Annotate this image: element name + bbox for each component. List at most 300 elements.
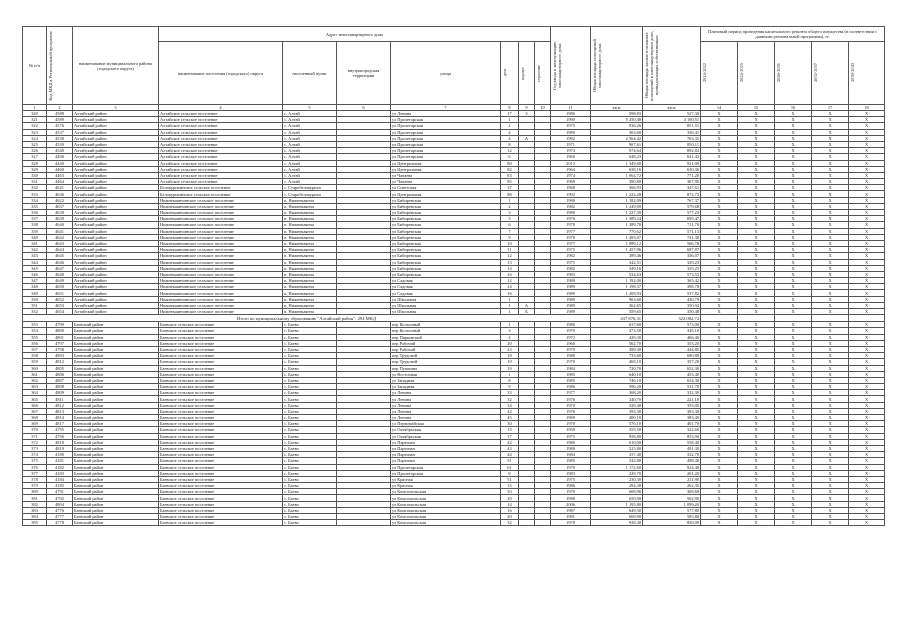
cell-year: 1969 [551,415,591,421]
cell-period-mark: X [849,166,885,172]
cell-street: ул Партизан [391,439,501,445]
cell-house-number: 19 [501,359,519,365]
cell-house-number: 20 [501,495,519,501]
cell-area-owned: 652,30 [643,365,701,371]
cell-house-number: 16 [501,290,519,296]
cell-year: 1978 [551,222,591,228]
cell-house-number: 19 [501,365,519,371]
cell-row-number: 323 [23,129,47,135]
cell-house-number: 17 [501,111,519,117]
cell-period-mark: X [775,402,812,408]
cell-settlement: Нижнекаянчинское сельское поселение [159,222,283,228]
cell-street: ул Восточная [391,371,501,377]
cell-settlement: Нижнекаянчинское сельское поселение [159,271,283,277]
cell-district: Алтайский район [73,197,159,203]
cell-area-total: 596,20 [591,384,643,390]
cell-row-number: 362 [23,377,47,383]
cell-area-owned: 383,40 [643,415,701,421]
cell-house-id: 4652 [47,296,73,302]
cell-area-owned: 329,23 [643,259,701,265]
cell-street: ул Партизан [391,445,501,451]
cell-period-mark: X [812,290,849,296]
cell-area-total: 349,16 [591,265,643,271]
cell-inner-territory [337,520,391,526]
cell-period-mark: X [775,240,812,246]
cell-area-total: 229,70 [591,470,643,476]
cell-area-owned: 201,20 [643,470,701,476]
cell-period-mark: X [738,309,775,315]
cell-period-mark: X [849,507,885,513]
cell-area-owned: 699,47 [643,216,701,222]
cell-settlement: Алтайское сельское поселение [159,111,283,117]
cell-area-owned: 461,70 [643,421,701,427]
cell-district: Алтайский район [73,296,159,302]
cell-period-mark: X [701,179,738,185]
col-settlement: наименование поселения (городского) округа [159,42,283,105]
cell-period-mark: X [849,452,885,458]
cell-row-number: 382 [23,501,47,507]
cell-district: Баевский район [73,421,159,427]
cell-settlement: Алтайское сельское поселение [159,129,283,135]
cell-locality: с. Баево [283,402,337,408]
cell-period-mark: X [701,228,738,234]
cell-row-number: 351 [23,302,47,308]
cell-row-number: 378 [23,476,47,482]
cell-period-mark: X [701,166,738,172]
cell-area-total: 1 182,09 [591,197,643,203]
cell-year: 2013 [551,160,591,166]
cell-area-total: 469,10 [591,359,643,365]
cell-period-mark: X [775,396,812,402]
cell-period-mark: X [775,271,812,277]
cell-area-owned: 853,90 [643,433,701,439]
cell-period-mark: X [701,470,738,476]
cell-area-total: 720,70 [591,365,643,371]
cell-area-owned: 1 099,20 [643,501,701,507]
cell-row-number: 364 [23,390,47,396]
cell-period-mark: X [849,377,885,383]
cell-district: Баевский район [73,439,159,445]
cell-row-number: 349 [23,290,47,296]
cell-period-mark: X [701,340,738,346]
cell-area-owned: 353,20 [643,340,701,346]
cell-district: Алтайский район [73,284,159,290]
cell-district: Алтайский район [73,302,159,308]
cell-korpus: А [519,302,535,308]
cell-house-id: 4809 [47,390,73,396]
cell-house-number: 8 [501,141,519,147]
cell-row-number: 363 [23,384,47,390]
cell-year: 1986 [551,384,591,390]
cell-year: 1978 [551,234,591,240]
cell-year: 1986 [551,483,591,489]
cell-area-owned: 771,20 [643,172,701,178]
cell-year: 1980 [551,278,591,284]
cell-period-mark: X [812,135,849,141]
cell-row-number: 337 [23,216,47,222]
cell-district: Баевский район [73,396,159,402]
cell-period-mark: X [738,408,775,414]
cell-period-mark: X [775,203,812,209]
cell-area-total: 329,40 [591,402,643,408]
cell-locality: п. Нижнекаянча [283,278,337,284]
cell-period-mark: X [738,507,775,513]
cell-building [535,520,551,526]
cell-street: ул Садовая [391,290,501,296]
cell-settlement: Алтайское сельское поселение [159,117,283,123]
cell-area-owned: 631,43 [643,154,701,160]
cell-street: ул Бибиревская [391,216,501,222]
cell-district: Алтайский район [73,185,159,191]
cell-locality: п. Нижнекаянча [283,228,337,234]
cell-period-mark: X [701,135,738,141]
cell-period-mark: X [812,117,849,123]
cell-locality: с. Баево [283,415,337,421]
cell-house-id: 4814 [47,415,73,421]
cell-period-mark: X [701,421,738,427]
cell-area-owned: 562,90 [643,495,701,501]
cell-period-mark: X [775,185,812,191]
cell-district: Баевский район [73,458,159,464]
cell-area-owned: 430,79 [643,296,701,302]
cell-period-mark: X [701,302,738,308]
cell-period-mark: X [738,166,775,172]
cell-row-number: 330 [23,172,47,178]
cell-house-id: 4654 [47,309,73,315]
cell-period-mark: X [812,371,849,377]
cell-area-owned: 850,11 [643,141,701,147]
cell-house-id: 4576 [47,123,73,129]
cell-year: 1978 [551,520,591,526]
cell-locality: п. Нижнекаянча [283,203,337,209]
cell-period-mark: X [701,296,738,302]
col-period-4: 2032-2037 [812,42,849,105]
cell-period-mark: X [738,427,775,433]
cell-period-mark: X [812,265,849,271]
cell-house-id: 4640 [47,222,73,228]
cell-period-mark: X [775,371,812,377]
cell-year: 1975 [551,433,591,439]
cell-street: ул Бибиревская [391,203,501,209]
col-area-owned: Общая площадь жилых и нежилых помещений в многоквартирном доме, принадлежащих собственникам [643,27,701,105]
cell-house-number: 14 [501,265,519,271]
cell-locality: с. Баево [283,439,337,445]
cell-year: 1989 [551,129,591,135]
cell-period-mark: X [775,390,812,396]
cell-area-owned: 763,35 [643,135,701,141]
cell-house-id: 4638 [47,210,73,216]
cell-year: 1987 [551,507,591,513]
cell-street: ул Октябрьская [391,427,501,433]
cell-area-total: 362,65 [591,302,643,308]
cell-district: Баевский район [73,384,159,390]
cell-period-mark: X [812,421,849,427]
cell-settlement: Нижнекаянчинское сельское поселение [159,210,283,216]
cell-house-number: 4 [501,135,519,141]
cell-period-mark: X [775,501,812,507]
cell-period-mark: X [701,495,738,501]
cell-row-number: 333 [23,191,47,197]
cell-street: пер Пушкина [391,365,501,371]
cell-row-number: 372 [23,439,47,445]
cell-row-number: 373 [23,445,47,451]
cell-locality: п. Нижнекаянча [283,197,337,203]
cell-period-mark: X [812,240,849,246]
cell-year: 1982 [551,203,591,209]
col-building: строение [535,42,551,105]
cell-locality: с. Баево [283,483,337,489]
cell-period-mark: X [701,476,738,482]
cell-district: Баевский район [73,520,159,526]
cell-locality: с. Алтай [283,123,337,129]
cell-year: 1989 [551,284,591,290]
col-period-5: 2038-2043 [849,42,885,105]
cell-area-total: 393,30 [591,408,643,414]
cell-locality: с. Баево [283,322,337,328]
cell-district: Баевский район [73,371,159,377]
cell-locality: с. Баево [283,470,337,476]
cell-period-mark: X [775,197,812,203]
cell-locality: п. Нижнекаянча [283,296,337,302]
cell-street: пер Рабочий [391,340,501,346]
cell-period-mark: X [701,141,738,147]
cell-street: ул Октябрьская [391,433,501,439]
cell-period-mark: X [812,408,849,414]
cell-district: Алтайский район [73,179,159,185]
cell-street: ул Комсомольская [391,520,501,526]
cell-settlement: Баевское сельское поселение [159,421,283,427]
cell-period-mark: X [849,296,885,302]
cell-period-mark: X [701,148,738,154]
cell-period-mark: X [812,476,849,482]
cell-period-mark: X [812,302,849,308]
cell-period-mark: X [849,247,885,253]
cell-period-mark: X [849,172,885,178]
cell-house-id: 4817 [47,421,73,427]
cell-district: Алтайский район [73,222,159,228]
cell-period-mark: X [812,464,849,470]
cell-period-mark: X [775,290,812,296]
cell-period-mark: X [701,390,738,396]
cell-area-total: 363,60 [591,129,643,135]
cell-period-mark: X [849,234,885,240]
cell-area-owned: 573,00 [643,322,701,328]
cell-row-number: 338 [23,222,47,228]
cell-district: Баевский район [73,514,159,520]
cell-period-mark: X [775,172,812,178]
cell-row-number: 327 [23,154,47,160]
cell-period-mark: X [812,210,849,216]
cell-street: ул Красная [391,483,501,489]
cell-period-mark: X [849,228,885,234]
cell-period-mark: X [775,427,812,433]
cell-house-id: 4795 [47,427,73,433]
cell-house-number: 14 [501,284,519,290]
cell-house-number: 9 [501,234,519,240]
cell-house-number: 44 [501,452,519,458]
cell-locality: с. Баево [283,340,337,346]
cell-house-number: 23 [501,346,519,352]
cell-settlement: Нижнекаянчинское сельское поселение [159,302,283,308]
cell-year: 1980 [551,210,591,216]
cell-period-mark: X [775,247,812,253]
cell-period-mark: X [812,253,849,259]
cell-area-total: 938,40 [591,520,643,526]
cell-district: Баевский район [73,445,159,451]
cell-period-mark: X [701,377,738,383]
cell-street: ул Чапаева [391,179,501,185]
cell-settlement: Баевское сельское поселение [159,501,283,507]
cell-period-mark: X [738,154,775,160]
cell-period-mark: X [738,439,775,445]
cell-settlement: Алтайское сельское поселение [159,135,283,141]
cell-house-id: 4464 [47,179,73,185]
cell-period-mark: X [812,402,849,408]
cell-district: Алтайский район [73,309,159,315]
cell-house-number: 82 [501,166,519,172]
cell-street: ул Пролетарская [391,123,501,129]
cell-period-mark: X [849,216,885,222]
cell-period-mark: X [775,160,812,166]
cell-settlement: Нижнекаянчинское сельское поселение [159,253,283,259]
cell-locality: с. Алтай [283,135,337,141]
cell-period-mark: X [738,284,775,290]
cell-period-mark: X [701,203,738,209]
cell-area-owned: 347,61 [643,185,701,191]
cell-year: 1986 [551,322,591,328]
cell-settlement: Алтайское сельское поселение [159,154,283,160]
cell-period-mark: X [701,123,738,129]
cell-house-id: 4804 [47,501,73,507]
cell-area-owned: 322,60 [643,427,701,433]
cell-house-number: 1 [501,117,519,123]
cell-area-owned: 654,30 [643,377,701,383]
cell-period-mark: X [775,353,812,359]
cell-house-id: 4653 [47,302,73,308]
cell-period-mark: X [738,222,775,228]
cell-row-number: 358 [23,353,47,359]
cell-street: ул Пролетарская [391,470,501,476]
cell-house-number: 2 [501,334,519,340]
cell-area-total: 294,30 [591,483,643,489]
cell-area-total: 1 389,78 [591,222,643,228]
cell-locality: п. Нижнекаянча [283,259,337,265]
cell-period-mark: X [738,141,775,147]
cell-period-mark: X [849,445,885,451]
cell-house-number: 2 [501,123,519,129]
cell-period-mark: X [738,253,775,259]
cell-house-number: 80 [501,160,519,166]
cell-period-mark: X [812,377,849,383]
cell-period-mark: X [812,483,849,489]
cell-house-number: 1 [501,296,519,302]
cell-area-total: 368,20 [591,390,643,396]
cell-korpus: Б [519,309,535,315]
cell-period-mark: X [775,483,812,489]
cell-settlement: Баевское сельское поселение [159,427,283,433]
cell-year: 1982 [551,135,591,141]
cell-period-mark: X [701,507,738,513]
cell-korpus: А [519,135,535,141]
cell-period-mark: X [701,371,738,377]
cell-area-total: 936,26 [591,123,643,129]
cell-area-owned: 365,42 [643,278,701,284]
cell-period-mark: X [738,160,775,166]
cell-settlement: Алтайское сельское поселение [159,123,283,129]
cell-period-mark: X [775,384,812,390]
cell-district: Алтайский район [73,216,159,222]
cell-area-total: 1 195,80 [591,501,643,507]
cell-house-number: 8 [501,377,519,383]
unit-label: кв.м [591,105,643,111]
cell-period-mark: X [849,154,885,160]
cell-period-mark: X [738,353,775,359]
cell-area-total: 1 209,93 [591,290,643,296]
cell-period-mark: X [812,234,849,240]
cell-period-mark: X [738,495,775,501]
cell-area-total: 958,80 [591,433,643,439]
cell-area-total: 1 064,72 [591,172,643,178]
cell-area-owned: 453,40 [643,371,701,377]
cell-year: 1984 [551,452,591,458]
col-street: улица [391,42,501,105]
cell-period-mark: X [738,365,775,371]
cell-settlement: Нижнекаянчинское сельское поселение [159,228,283,234]
cell-period-mark: X [738,464,775,470]
cell-area-total: 342,51 [591,259,643,265]
cell-period-mark: X [812,353,849,359]
cell-period-mark: X [775,296,812,302]
cell-period-mark: X [775,359,812,365]
cell-house-number: 1 [501,322,519,328]
cell-area-total: 735,60 [591,353,643,359]
cell-house-number: 20 [501,340,519,346]
cell-locality: с. Баево [283,353,337,359]
cell-district: Алтайский район [73,123,159,129]
cell-period-mark: X [849,240,885,246]
cell-area-total: 1 222,28 [591,191,643,197]
cell-area-total: 534,63 [591,271,643,277]
cell-period-mark: X [775,302,812,308]
cell-area-owned: 630,36 [643,166,701,172]
cell-period-mark: X [849,458,885,464]
cell-area-total: 640,10 [591,371,643,377]
cell-street: ул Пролетарская [391,464,501,470]
cell-row-number: 381 [23,495,47,501]
cell-locality: п. Нижнекаянча [283,210,337,216]
subtotal-area-total: 437 876,31 [591,315,643,322]
cell-house-id: 4806 [47,371,73,377]
cell-street: ул Школьная [391,309,501,315]
cell-street: ул Центральная [391,160,501,166]
cell-year: 1980 [551,353,591,359]
subtotal-row [23,315,885,322]
cell-district: Баевский район [73,353,159,359]
cell-settlement: Баевское сельское поселение [159,483,283,489]
cell-row-number: 366 [23,402,47,408]
cell-period-mark: X [812,179,849,185]
cell-district: Алтайский район [73,111,159,117]
col-period-3: 2026-2031 [775,42,812,105]
cell-year: 1969 [551,179,591,185]
cell-year: 1984 [551,365,591,371]
col-period-1: 2014-2022 [701,42,738,105]
cell-period-mark: X [775,520,812,526]
cell-settlement: Баевское сельское поселение [159,340,283,346]
cell-house-id: 4800 [47,328,73,334]
cell-row-number: 339 [23,228,47,234]
cell-street: ул Пролетарская [391,154,501,160]
